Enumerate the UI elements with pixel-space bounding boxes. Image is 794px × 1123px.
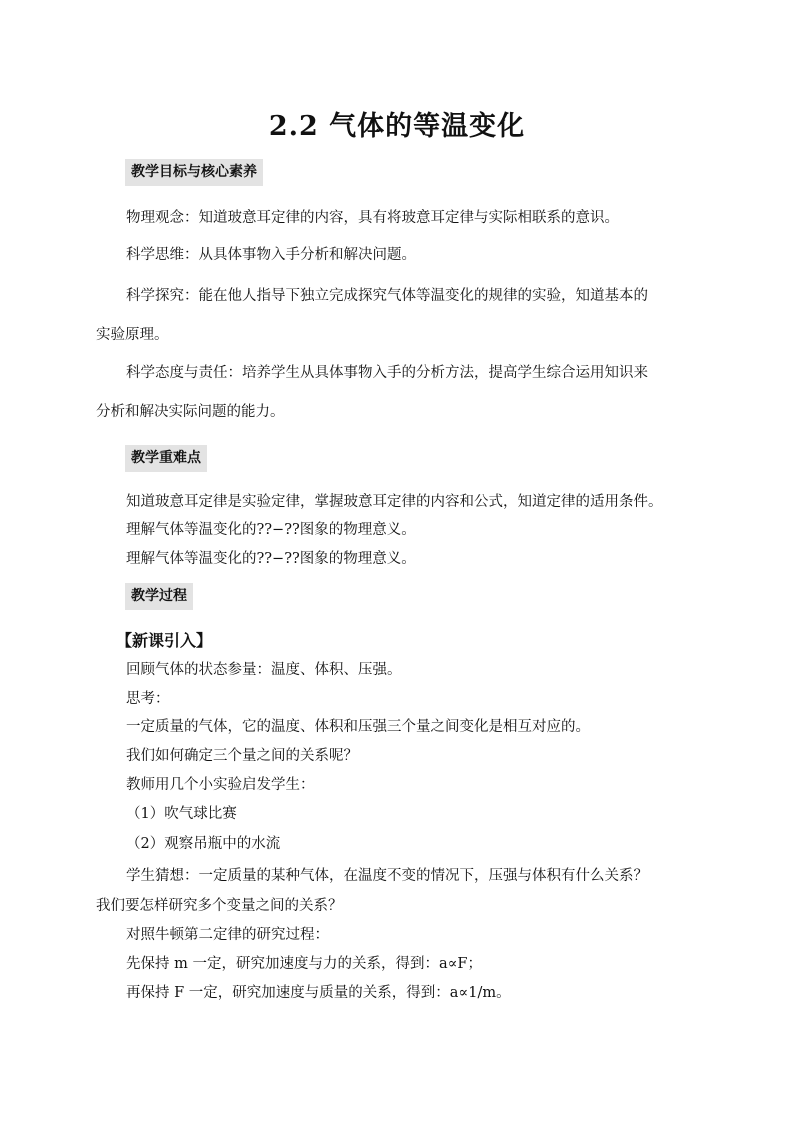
intro-line-2: 思考： — [126, 691, 170, 707]
intro-line-8: 学生猜想：一定质量的某种气体，在温度不变的情况下，压强与体积有什么关系？ — [126, 868, 648, 884]
intro-line-10: 先保持 m 一定，研究加速度与力的关系，得到：a∝F； — [126, 956, 482, 972]
page-title: 2.2 气体的等温变化 — [268, 111, 526, 142]
section-tag-process: 教学过程 — [125, 583, 193, 610]
intro-line-11: 再保持 F 一定，研究加速度与质量的关系，得到：a∝1/m。 — [126, 985, 511, 1001]
section-tag-goals: 教学目标与核心素养 — [125, 159, 263, 186]
goal-scientific-thinking: 科学思维：从具体事物入手分析和解决问题。 — [126, 247, 416, 263]
intro-line-9: 对照牛顿第二定律的研究过程： — [126, 927, 329, 943]
goal-attitude-cont: 分析和解决实际问题的能力。 — [96, 404, 285, 420]
intro-line-1: 回顾气体的状态参量：温度、体积、压强。 — [126, 662, 402, 678]
section-tag-keypoints: 教学重难点 — [125, 445, 207, 472]
goal-scientific-inquiry-cont: 实验原理。 — [96, 327, 169, 343]
intro-line-4: 我们如何确定三个量之间的关系呢？ — [126, 748, 358, 764]
goal-physics-concept: 物理观念：知道玻意耳定律的内容，具有将玻意耳定律与实际相联系的意识。 — [126, 210, 619, 226]
goal-attitude: 科学态度与责任：培养学生从具体事物入手的分析方法，提高学生综合运用知识来 — [126, 365, 648, 381]
intro-line-7: （2）观察吊瓶中的水流 — [126, 836, 281, 852]
keypoint-2: 理解气体等温变化的??−??图象的物理意义。 — [126, 522, 416, 538]
goal-scientific-inquiry: 科学探究：能在他人指导下独立完成探究气体等温变化的规律的实验，知道基本的 — [126, 288, 648, 304]
intro-line-3: 一定质量的气体，它的温度、体积和压强三个量之间变化是相互对应的。 — [126, 719, 590, 735]
intro-line-5: 教师用几个小实验启发学生： — [126, 777, 315, 793]
keypoint-1: 知道玻意耳定律是实验定律，掌握玻意耳定律的内容和公式，知道定律的适用条件。 — [126, 494, 663, 510]
intro-line-6: （1）吹气球比赛 — [126, 806, 237, 822]
keypoint-3: 理解气体等温变化的??−??图象的物理意义。 — [126, 551, 416, 567]
intro-line-8-cont: 我们要怎样研究多个变量之间的关系？ — [96, 898, 343, 914]
intro-heading: 【新课引入】 — [116, 631, 213, 650]
